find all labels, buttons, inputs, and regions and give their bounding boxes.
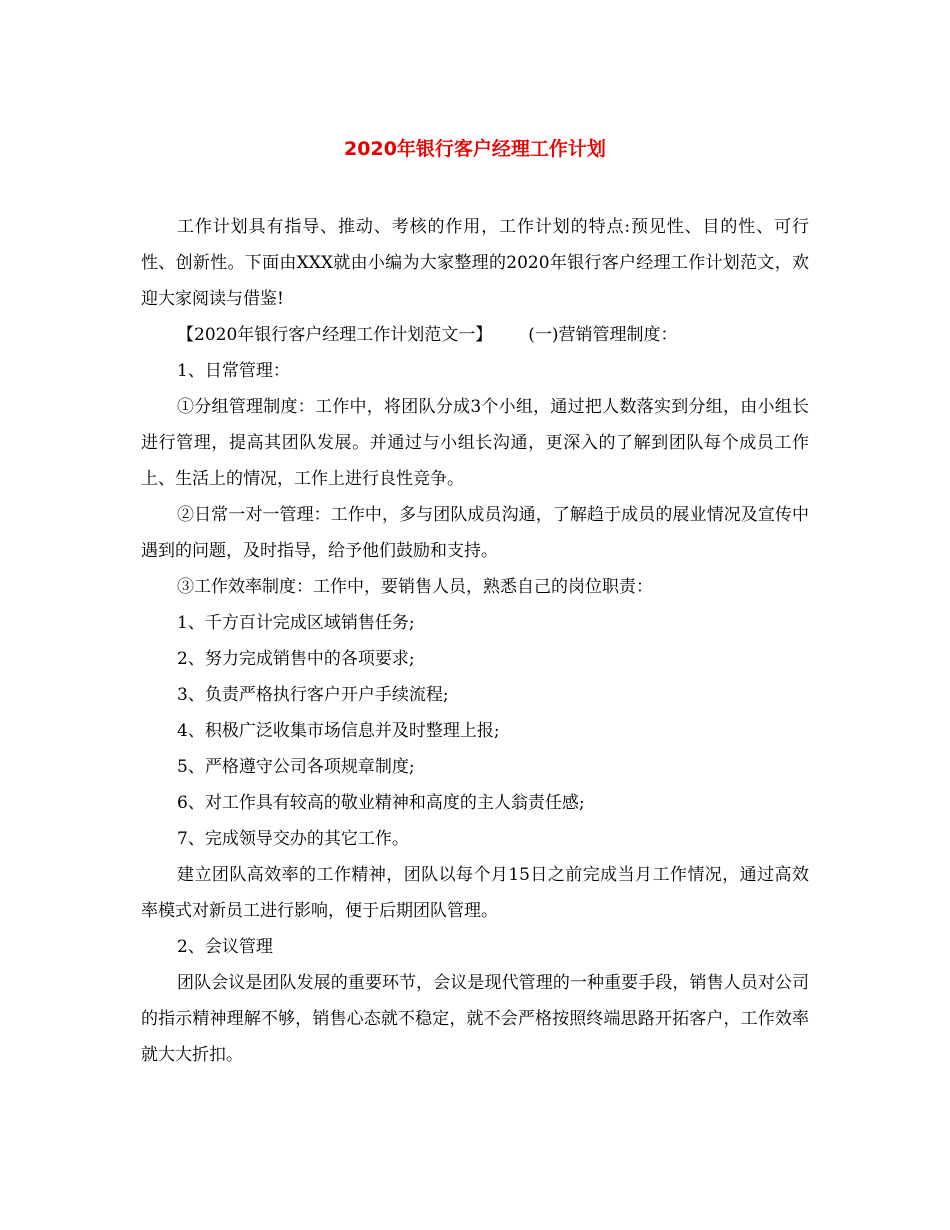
document-body [141,209,809,1073]
paragraph-daily-management: 1、日常管理： [177,361,290,381]
paragraph-one-on-one: ②日常一对一管理：工作中，多与团队成员沟通，了解趋于成员的展业情况及宣传中遇到的问题，及时指导，给予他们鼓励和支持。 [141,505,809,561]
paragraph-meeting-management: 2、会议管理 [177,937,273,957]
list-item-3: 3、负责严格执行客户开户手续流程; [177,685,449,705]
paragraph-efficiency: ③工作效率制度：工作中，要销售人员，熟悉自己的岗位职责： [177,577,653,597]
paragraph-group-management: ①分组管理制度：工作中，将团队分成3个小组，通过把人数落实到分组，由小组长进行管理，提高其团队发展。并通过与小组长沟通，更深入的了解到团队每个成员工作上、生活上的情况，工作上进行良性竞争。 [141,397,809,489]
intro-paragraph: 工作计划具有指导、推动、考核的作用，工作计划的特点:预见性、目的性、可行性、创新性。下面由XXX就由小编为大家整理的2020年银行客户经理工作计划范文，欢迎大家阅读与借鉴! [141,217,809,309]
paragraph-team-spirit: 建立团队高效率的工作精神，团队以每个月15日之前完成当月工作情况，通过高效率模式对新员工进行影响，便于后期团队管理。 [141,865,809,921]
list-item-2: 2、努力完成销售中的各项要求; [177,649,415,669]
list-item-5: 5、严格遵守公司各项规章制度; [177,757,415,777]
paragraph-team-meeting: 团队会议是团队发展的重要环节，会议是现代管理的一种重要手段，销售人员对公司的指示精神理解不够，销售心态就不稳定，就不会严格按照终端思路开拓客户，工作效率就大大折扣。 [141,973,809,1065]
subsection-heading: (一)营销管理制度： [528,325,678,345]
section-heading-line [141,317,809,353]
list-item-6: 6、对工作具有较高的敬业精神和高度的主人翁责任感; [177,793,585,813]
section-heading: 【2020年银行客户经理工作计划范文一】 [177,325,493,345]
list-item-7: 7、完成领导交办的其它工作。 [177,829,409,849]
list-item-1: 1、千方百计完成区域销售任务; [177,613,415,633]
list-item-4: 4、积极广泛收集市场信息并及时整理上报; [177,721,500,741]
document-title: 2020年银行客户经理工作计划 [344,138,606,160]
